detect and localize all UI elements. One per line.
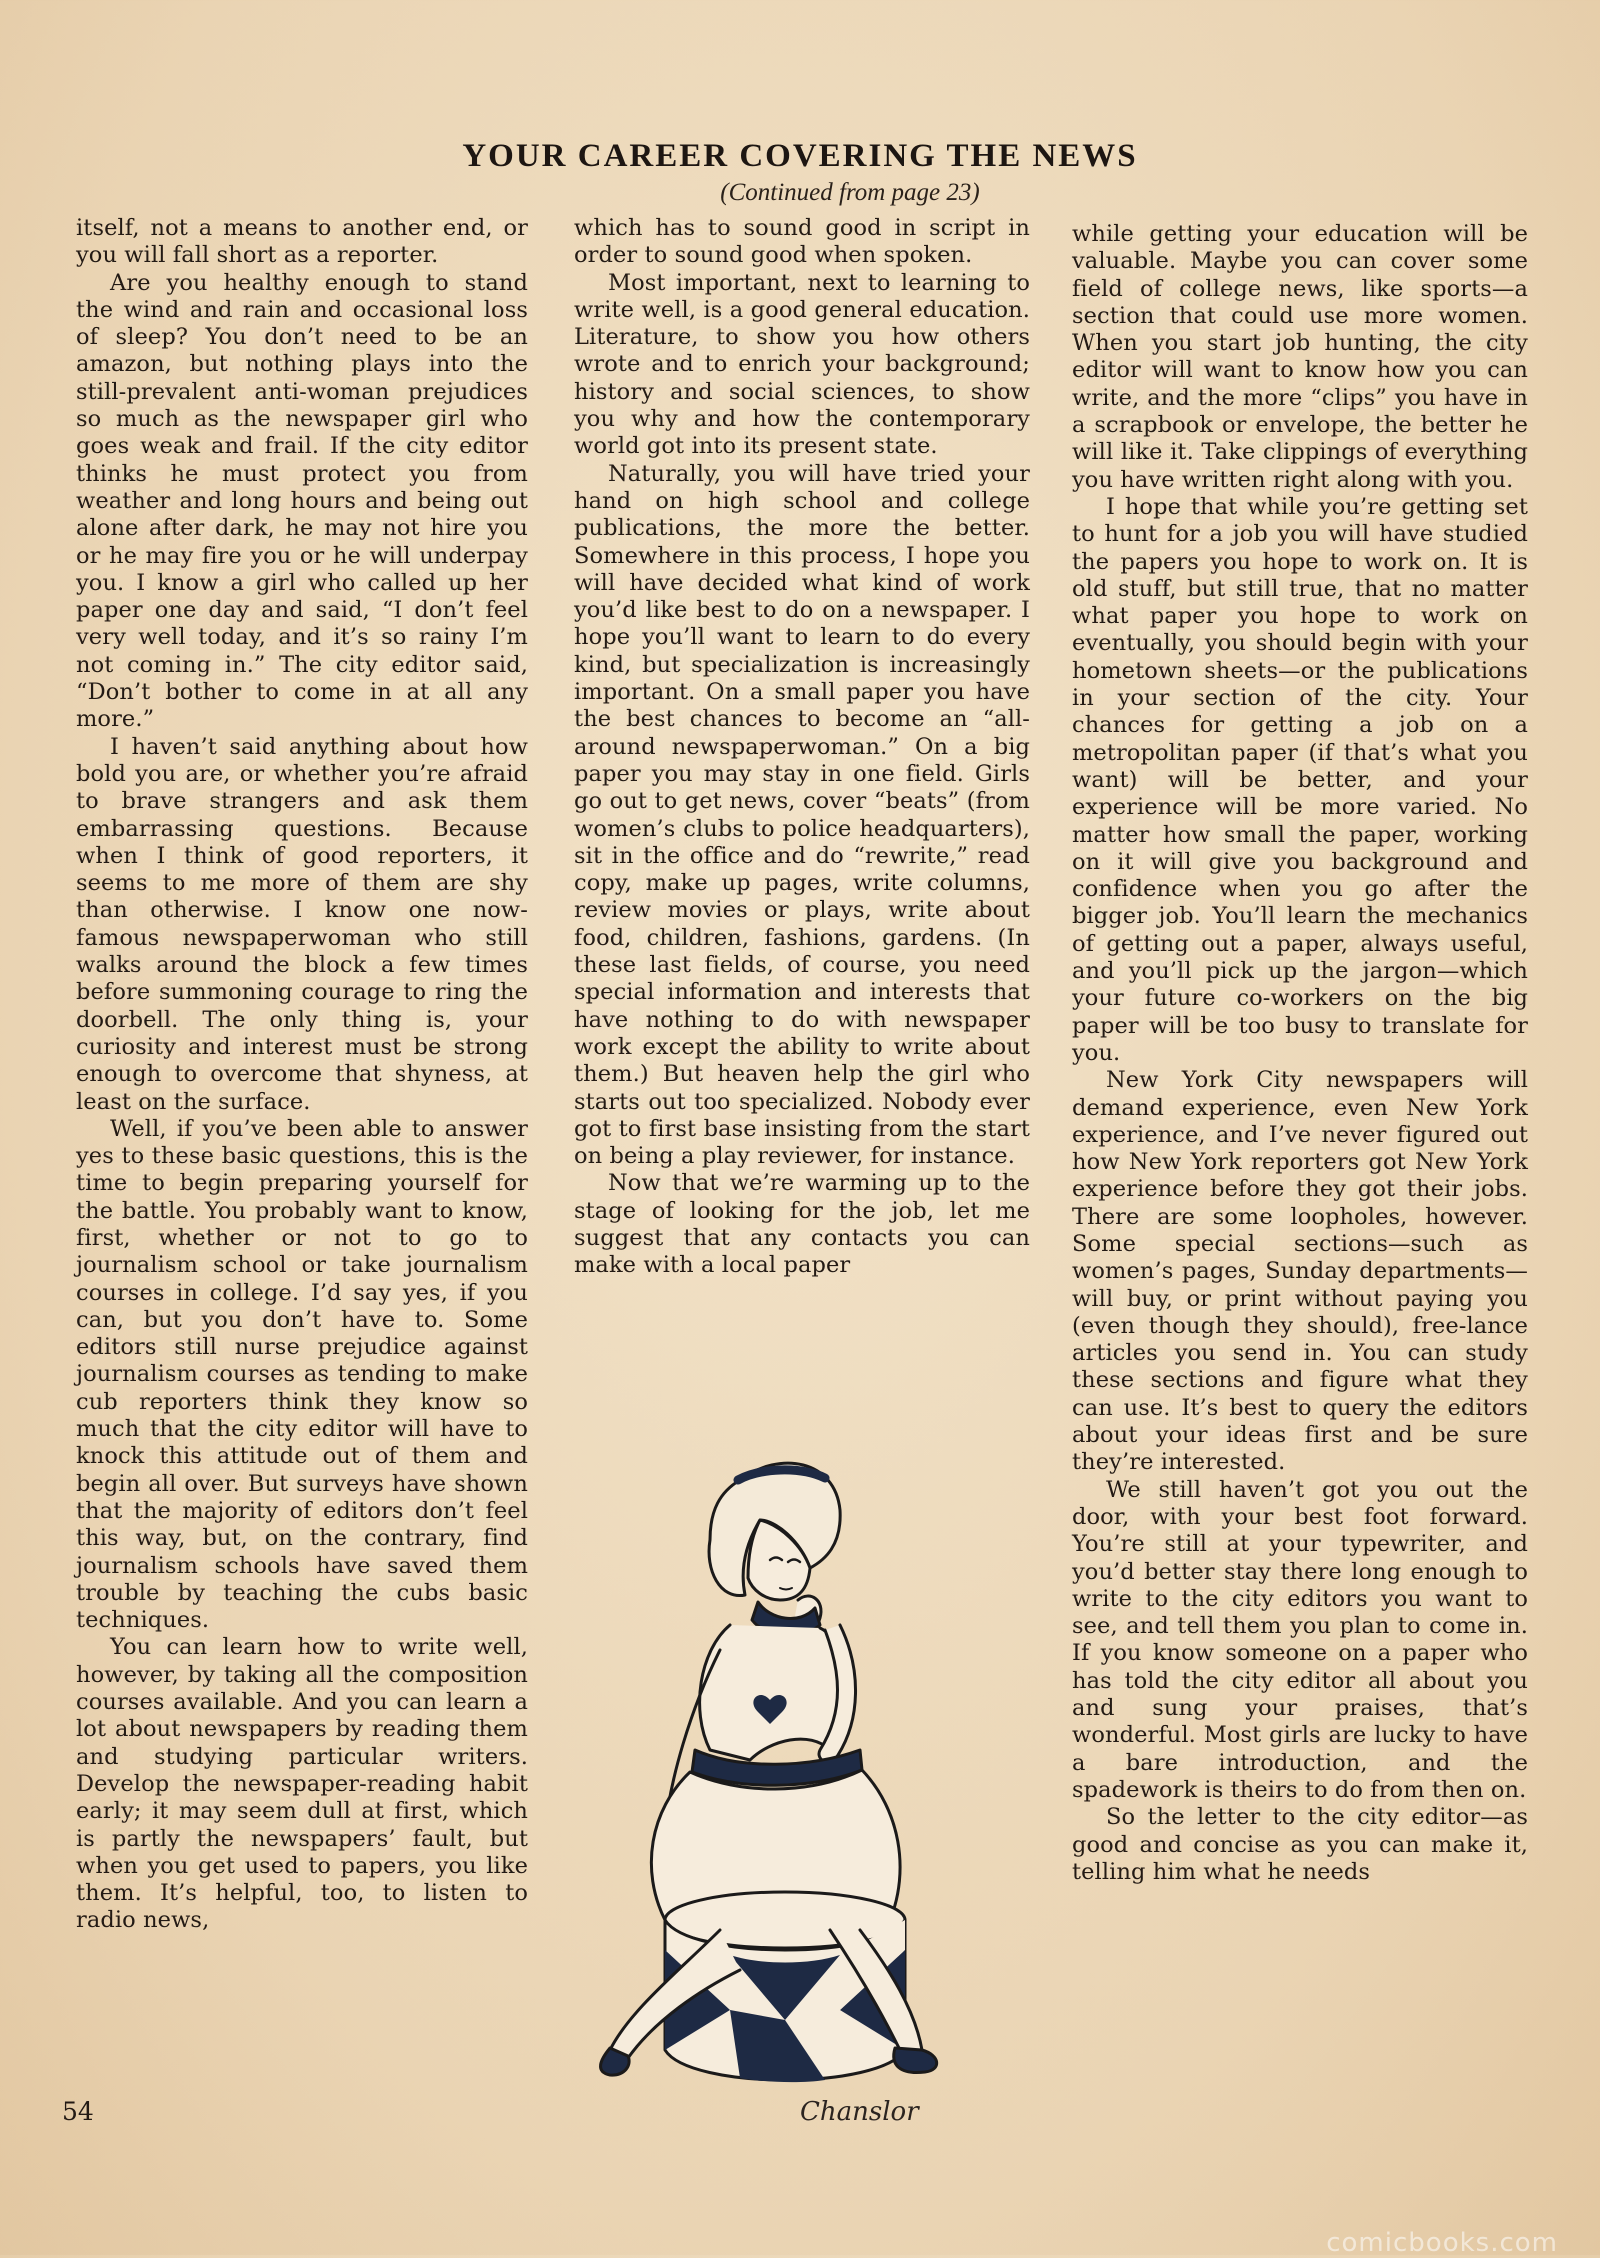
paragraph: which has to sound good in script in order to sound good when spoken. [574, 215, 1030, 269]
paragraph: Are you healthy enough to stand the wind and rain and occasional loss of sleep? You don’t need to be an amazon, but nothing plays into the still-prevalent anti-woman prejudices so much as the newspaper girl who goes weak and frail. If the city editor thinks he must protect you from weather and long hours and being out alone after dark, he may not hire you or he may fire you or he will underpay you. I know a girl who called up her paper one day and said, “I don’t feel very well today, and it’s so rainy I’m not coming in.” The city editor said, “Don’t bother to come in at all any more.” [76, 269, 528, 733]
svg-text:Chanslor: Chanslor [800, 2097, 919, 2127]
paragraph: while getting your education will be valuable. Maybe you can cover some field of college news, like sports—a section that could use more women. When you start job hunting, the city editor will want to know how you can write, and the more “clips” you have in a scrapbook or envelope, the better he will like it. Take clippings of everything you have written right along with you. [1072, 221, 1528, 493]
paragraph: Most important, next to learning to write well, is a good general education. Literature, to show you how others wrote and to enrich your background; history and social sciences, to show you why and how the contemporary world got into its present state. [574, 269, 1030, 460]
article-header [0, 138, 1600, 207]
text-column-3 [1072, 221, 1528, 1886]
paragraph: We still haven’t got you out the door, with your best foot forward. You’re still at your typewriter, and you’d better stay there long enough to write to the city editors you want to see, and tell them you plan to come in. If you know someone on a paper who has told the city editor all about you and sung your praises, that’s wonderful. Most girls are lucky to have a bare introduction, and the spadework is theirs to do from then on. [1072, 1476, 1528, 1803]
paragraph: itself, not a means to another end, or you will fall short as a reporter. [76, 215, 528, 269]
paragraph: Well, if you’ve been able to answer yes to these basic questions, this is the time to begin preparing yourself for the battle. You probably want to know, first, whether or not to go to journalism school or take journalism courses in college. I’d say yes, if you can, but you don’t have to. Some editors still nurse prejudice against journalism courses as tending to make cub reporters think they know so much that the city editor will have to knock this attitude out of them and begin all over. But surveys have shown that the majority of editors don’t feel this way, but, on the contrary, find journalism schools have saved them trouble by teaching the cubs basic techniques. [76, 1115, 528, 1634]
text-column-1 [76, 215, 528, 1935]
woman-sitting-illustration [570, 1450, 1000, 2130]
paragraph: I hope that while you’re getting set to hunt for a job you will have studied the papers you hope to work on. It is old stuff, but still true, that no matter what paper you hope to work on eventually, you should begin with your hometown sheets—or the publications in your section of the city. Your chances for getting a job on a metropolitan paper (if that’s what you want) will be better, and your experience will be more varied. No matter how small the paper, working on it will give you background and confidence when you go after the bigger job. You’ll learn the mechanics of getting out a paper, always useful, and you’ll pick up the jargon—which your future co-workers on the big paper will be too busy to translate for you. [1072, 493, 1528, 1066]
paragraph: New York City newspapers will demand experience, even New York experience, and I’ve never figured out how New York reporters got New York experience before they got their jobs. There are some loopholes, however. Some special sections—such as women’s pages, Sunday departments—will buy, or print without paying you (even though they should), free-lance articles you send in. You can study these sections and figure what they can use. It’s best to query the editors about your ideas first and be sure they’re interested. [1072, 1067, 1528, 1476]
paragraph: Now that we’re warming up to the stage of looking for the job, let me suggest that any contacts you can make with a local paper [574, 1170, 1030, 1279]
paragraph: Naturally, you will have tried your hand on high school and college publications, the more the better. Somewhere in this process, I hope you will have decided what kind of work you’d like best to do on a newspaper. I hope you’ll want to learn to do every kind, but specialization is increasingly important. On a small paper you have the best chances to become an “all-around newspaperwoman.” On a big paper you may stay in one field. Girls go out to get news, cover “beats” (from women’s clubs to police headquarters), sit in the office and do “rewrite,” read copy, make up pages, write columns, review movies or plays, write about food, children, fashions, gardens. (In these last fields, of course, you need special information and interests that have nothing to do with newspaper work except the ability to write about them.) But heaven help the girl who starts out too specialized. Nobody ever got to first base insisting from the start on being a play reviewer, for instance. [574, 460, 1030, 1170]
article-title: YOUR CAREER COVERING THE NEWS [462, 138, 1138, 174]
paragraph: I haven’t said anything about how bold you are, or whether you’re afraid to brave strangers and ask them embarrassing questions. Because when I think of good reporters, it seems to me more of them are shy than otherwise. I know one now-famous newspaperwoman who still walks around the block a few times before summoning courage to ring the doorbell. The only thing is, your curiosity and interest must be strong enough to overcome that shyness, at least on the surface. [76, 733, 528, 1115]
watermark: comicbooks.com [1326, 2228, 1558, 2258]
page-number: 54 [62, 2097, 94, 2126]
continued-note: (Continued from page 23) [720, 179, 980, 206]
paragraph: So the letter to the city editor—as good and concise as you can make it, telling him what he needs [1072, 1804, 1528, 1885]
text-column-2 [574, 215, 1030, 1280]
paragraph: You can learn how to write well, however, by taking all the composition courses available. And you can learn a lot about newspapers by reading them and studying particular writers. Develop the newspaper-reading habit early; it may seem dull at first, which is partly the newspapers’ fault, but when you get used to papers, you like them. It’s helpful, too, to listen to radio news, [76, 1634, 528, 1934]
